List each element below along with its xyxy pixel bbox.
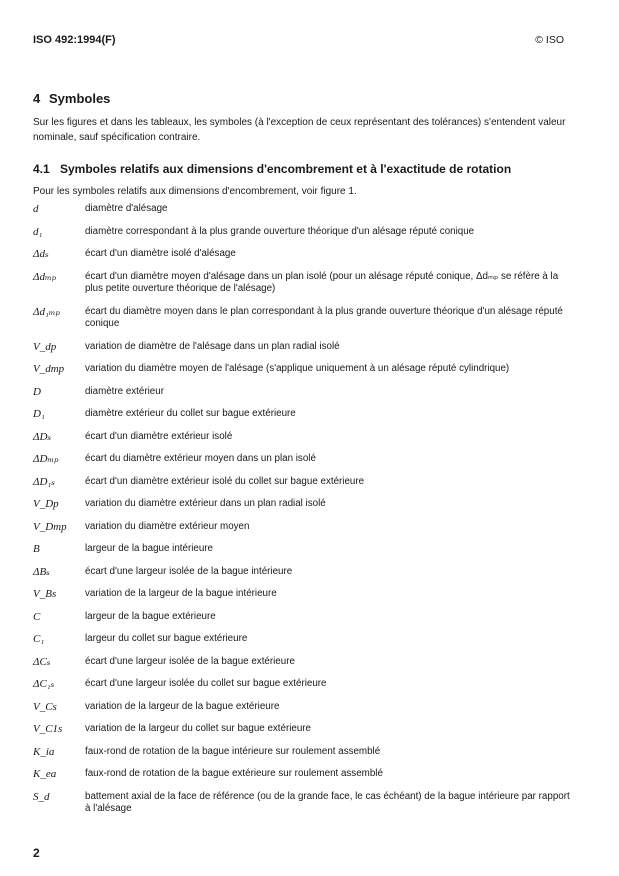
symbol: ΔCₛ: [33, 655, 51, 668]
symbol: d: [33, 203, 39, 215]
symbol-description: faux-rond de rotation de la bague intérieure sur roulement assemblé: [85, 745, 381, 757]
symbol: ΔDₘₚ: [33, 453, 59, 465]
page-number: 2: [33, 846, 40, 860]
symbol-description: variation du diamètre extérieur dans un plan radial isolé: [85, 498, 326, 509]
symbol-row: [33, 768, 571, 791]
symbol-row: [33, 203, 571, 226]
symbol-description: variation de la largeur du collet sur bague extérieure: [85, 723, 312, 734]
symbol-row: [33, 746, 571, 769]
symbol-row: [33, 226, 571, 249]
symbol-description: battement axial de la face de référence (ou de la grande face, le cas échéant) de la bague intérieure par rapport à l'alésage: [85, 790, 570, 814]
symbol-description: écart d'un diamètre isolé d'alésage: [85, 248, 236, 259]
symbol-row: [33, 271, 571, 306]
symbol-row: [33, 498, 571, 521]
symbol-row: [33, 656, 571, 679]
symbol: V_Dp: [33, 498, 59, 510]
symbol: ΔD₁ₛ: [33, 475, 55, 488]
symbol: K_ia: [33, 745, 55, 758]
symbol-description: écart d'une largeur isolée de la bague extérieure: [85, 655, 295, 667]
symbol: ΔDₛ: [33, 430, 52, 443]
symbol-row: [33, 791, 571, 821]
symbol: Δdₘₚ: [33, 270, 57, 283]
symbol-description: écart d'un diamètre moyen d'alésage dans un plan isolé (pour un alésage réputé conique, Δdₘₚ se réfère à la plus petite ouverture théorique de l'alésage): [85, 270, 559, 294]
symbol-description: variation de la largeur de la bague intérieure: [85, 588, 277, 599]
symbol-description: variation de diamètre de l'alésage dans un plan radial isolé: [85, 340, 340, 352]
symbol-row: [33, 408, 571, 431]
symbol-description: diamètre extérieur: [85, 385, 164, 397]
symbol-row: [33, 633, 571, 656]
symbol: V_Cs: [33, 700, 57, 713]
subsection-number: 4.1: [33, 162, 50, 176]
symbol-description: largeur de la bague extérieure: [85, 610, 216, 622]
symbol-row: [33, 363, 571, 386]
symbol-description: variation du diamètre moyen de l'alésage (s'applique uniquement à un alésage réputé cylindrique): [85, 363, 510, 374]
symbol-description: faux-rond de rotation de la bague extérieure sur roulement assemblé: [85, 768, 383, 779]
symbol: Δd₁ₘₚ: [33, 305, 60, 318]
symbol-description: diamètre extérieur du collet sur bague extérieure: [85, 408, 296, 419]
symbol-row: [33, 723, 571, 746]
symbol: C: [33, 610, 41, 623]
symbol-description: écart d'une largeur isolée du collet sur bague extérieure: [85, 678, 327, 689]
subsection-heading: [33, 162, 511, 176]
symbol-description: écart d'une largeur isolée de la bague intérieure: [85, 565, 293, 577]
symbol-row: [33, 701, 571, 724]
symbol: V_Bs: [33, 588, 57, 600]
copyright-mark: © ISO: [535, 34, 564, 46]
symbol-row: [33, 611, 571, 634]
symbol: D: [33, 385, 41, 398]
symbol-description: variation de la largeur de la bague extérieure: [85, 700, 280, 712]
symbol: D₁: [33, 408, 45, 420]
symbol-description: diamètre d'alésage: [85, 203, 168, 214]
symbol: V_C1s: [33, 723, 63, 735]
symbol: V_dmp: [33, 363, 65, 375]
section-title: Symboles: [49, 91, 111, 106]
symbol-description: diamètre correspondant à la plus grande ouverture théorique d'un alésage réputé conique: [85, 225, 475, 237]
symbol: V_Dmp: [33, 520, 67, 533]
symbol-description: variation du diamètre extérieur moyen: [85, 520, 250, 532]
symbol-description: largeur de la bague intérieure: [85, 543, 213, 554]
symbol-description: écart du diamètre extérieur moyen dans un plan isolé: [85, 453, 316, 464]
symbol-description: écart du diamètre moyen dans le plan correspondant à la plus grande ouverture théorique d'un alésage réputé conique: [85, 305, 563, 329]
symbol-list: [33, 203, 571, 821]
symbol-row: [33, 248, 571, 271]
document-id: ISO 492:1994(F): [33, 34, 116, 46]
symbol-row: [33, 476, 571, 499]
symbol-description: écart d'un diamètre extérieur isolé: [85, 430, 233, 442]
symbol: ΔC₁ₛ: [33, 678, 55, 690]
symbol: d₁: [33, 225, 43, 238]
symbol-row: [33, 521, 571, 544]
symbol: S_d: [33, 790, 50, 803]
symbol-row: [33, 588, 571, 611]
symbol-row: [33, 453, 571, 476]
symbol: V_dp: [33, 340, 57, 353]
subsection-title: Symboles relatifs aux dimensions d'encombrement et à l'exactitude de rotation: [60, 162, 512, 176]
symbol-row: [33, 543, 571, 566]
symbol-row: [33, 306, 571, 341]
symbol-row: [33, 678, 571, 701]
symbol-row: [33, 386, 571, 409]
section-number: 4: [33, 91, 41, 106]
symbol-row: [33, 566, 571, 589]
symbol-row: [33, 431, 571, 454]
section-heading: [33, 91, 110, 106]
symbol: ΔBₛ: [33, 565, 50, 578]
symbol: K_ea: [33, 768, 57, 780]
subsection-lead: Pour les symboles relatifs aux dimensions d'encombrement, voir figure 1.: [33, 186, 357, 197]
symbol-row: [33, 341, 571, 364]
section-intro: Sur les figures et dans les tableaux, les symboles (à l'exception de ceux représentant des tolérances) s'entendent valeur nominale, sauf spécification contraire.: [33, 117, 566, 143]
symbol-description: écart d'un diamètre extérieur isolé du collet sur bague extérieure: [85, 475, 365, 487]
symbol: B: [33, 543, 40, 555]
symbol: C₁: [33, 633, 45, 645]
symbol: Δdₛ: [33, 248, 49, 260]
symbol-description: largeur du collet sur bague extérieure: [85, 633, 248, 644]
